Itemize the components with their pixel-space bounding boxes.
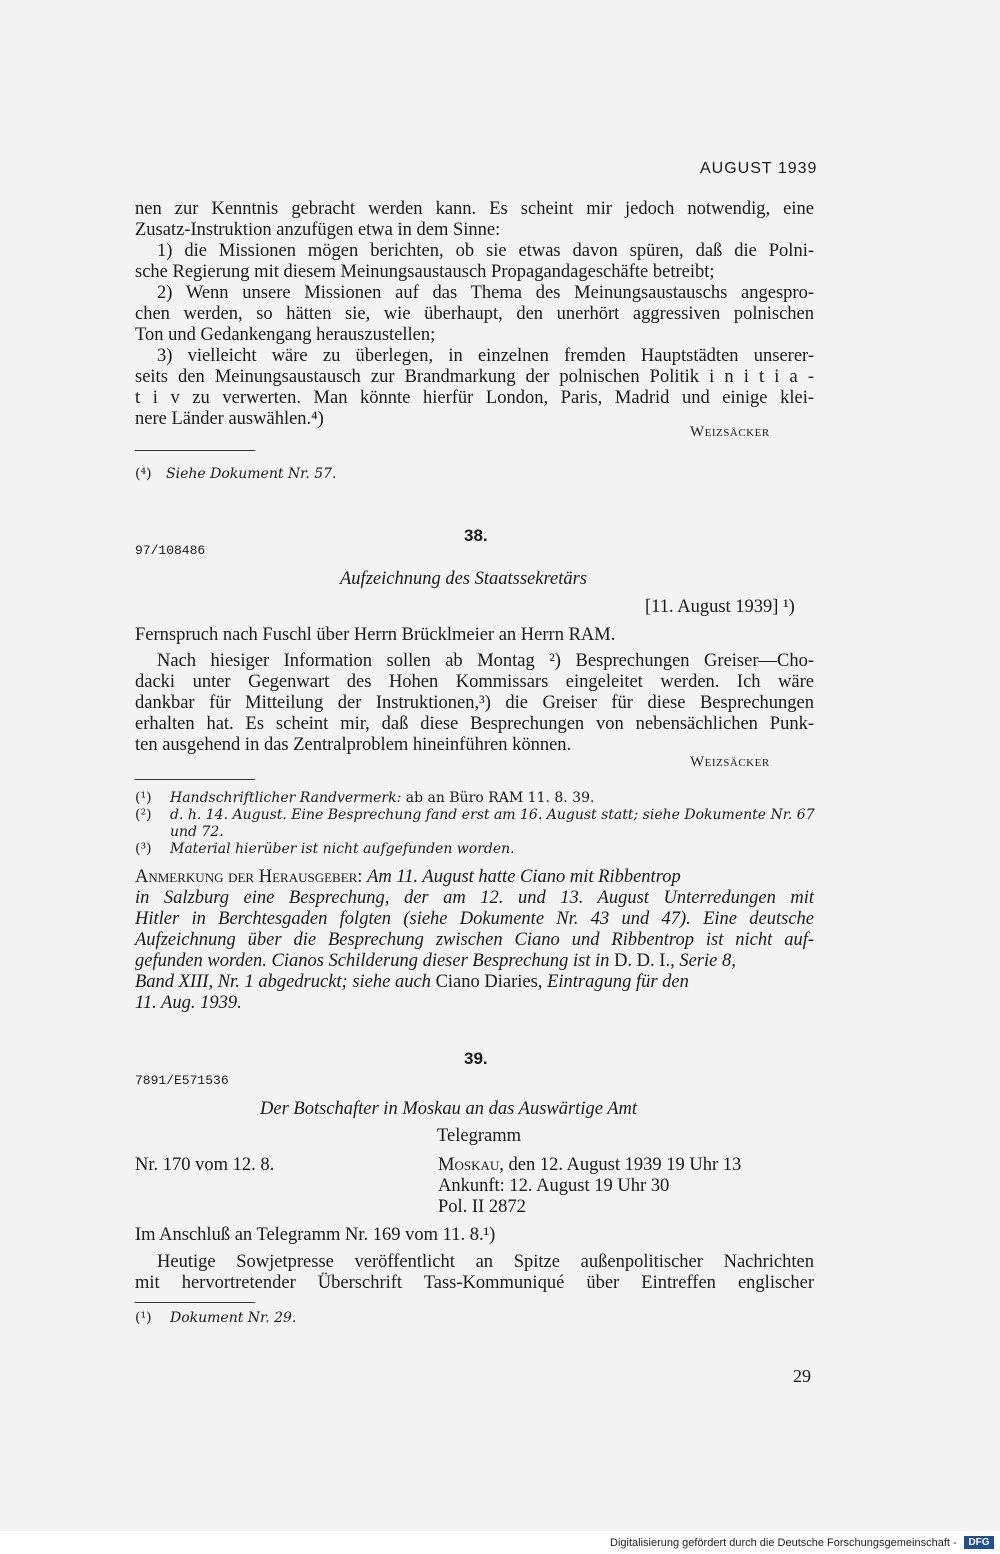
text-line: dacki unter Gegenwart des Hohen Kommissars eingeleitet werden. Ich wäre bbox=[135, 672, 814, 692]
signature: Weizsäcker bbox=[690, 754, 770, 770]
dispatch-time: den 12. August 1939 19 Uhr 13 bbox=[508, 1155, 742, 1175]
text-line: nere Länder auswählen.⁴) bbox=[135, 409, 324, 429]
footnote-divider bbox=[135, 1302, 255, 1303]
text-line: in Salzburg eine Besprechung, der am 12. und 13. August Unterredungen mit bbox=[135, 888, 814, 908]
text-line bbox=[135, 951, 736, 972]
dfg-logo: DFG bbox=[964, 1536, 994, 1549]
signature: Weizsäcker bbox=[690, 424, 770, 440]
text-line: Hitler in Berchtesgaden folgten (siehe Dokumente Nr. 43 und 47). Eine deutsche bbox=[135, 909, 814, 929]
document-number: 39. bbox=[464, 1049, 488, 1068]
text-line: Zusatz-Instruktion anzufügen etwa in dem Sinne: bbox=[135, 220, 501, 240]
document-title: Der Botschafter in Moskau an das Auswärtige Amt bbox=[260, 1099, 638, 1119]
text-line: 3) vielleicht wäre zu überlegen, in einzelnen fremden Hauptstädten unserer- bbox=[157, 346, 814, 366]
note-text: Serie 8, bbox=[679, 951, 736, 971]
text-line bbox=[135, 867, 681, 888]
footnote-text: d. h. 14. August. Eine Besprechung fand erst am 16. August statt; siehe Dokumente Nr. 67 bbox=[170, 807, 815, 823]
document-subtitle: Telegramm bbox=[437, 1126, 521, 1146]
running-head-year: 1939 bbox=[777, 160, 818, 177]
text-line: chen werden, so hätten sie, wie überhaupt, den unerhört aggressiven polnischen bbox=[135, 304, 814, 324]
text-line: Aufzeichnung über die Besprechung zwischen Ciano und Ribbentrop ist nicht auf- bbox=[135, 930, 814, 950]
note-text: gefunden worden. Cianos Schilderung dieser Besprechung ist in bbox=[135, 951, 610, 971]
document-number: 38. bbox=[464, 526, 488, 545]
footnote-mark: (²) bbox=[135, 807, 152, 823]
text-line: dankbar für Mitteilung der Instruktionen,³) die Greiser für diese Besprechungen bbox=[135, 693, 814, 713]
note-roman: Ciano Diaries, bbox=[435, 972, 543, 992]
text-line: 2) Wenn unsere Missionen auf das Thema des Meinungsaustauschs angespro- bbox=[157, 283, 814, 303]
text-line bbox=[135, 972, 689, 993]
registry-number: Pol. II 2872 bbox=[438, 1197, 526, 1217]
footnote-italic: Handschriftlicher Randvermerk: bbox=[170, 790, 402, 806]
text-line: Nach hiesiger Information sollen ab Montag ²) Besprechungen Greiser—Cho- bbox=[157, 651, 814, 671]
note-text: Am 11. August hatte Ciano mit Ribbentrop bbox=[367, 867, 681, 887]
footnote-divider bbox=[135, 450, 255, 451]
text-line: erhalten hat. Es scheint mir, daß diese Besprechungen von nebensächlichen Punk- bbox=[135, 714, 814, 734]
text-line: nen zur Kenntnis gebracht werden kann. Es scheint mir jedoch notwendig, eine bbox=[135, 199, 814, 219]
telegram-number: Nr. 170 vom 12. 8. bbox=[135, 1155, 275, 1175]
page-number: 29 bbox=[793, 1366, 811, 1386]
text-line: seits den Meinungsaustausch zur Brandmarkung der polnischen Politik i n i t i a - bbox=[135, 367, 814, 387]
footnote-text: Material hierüber ist nicht aufgefunden worden. bbox=[170, 841, 515, 857]
footnote-text: und 72. bbox=[170, 824, 224, 840]
film-reference: 97/108486 bbox=[135, 543, 206, 558]
note-text: Band XIII, Nr. 1 abgedruckt; siehe auch bbox=[135, 972, 431, 992]
footnote-text: Dokument Nr. 29. bbox=[170, 1310, 297, 1326]
digitization-footer bbox=[0, 1531, 1000, 1554]
footnote-mark: (⁴) bbox=[135, 466, 152, 482]
text-line: Im Anschluß an Telegramm Nr. 169 vom 11. 8.¹) bbox=[135, 1225, 496, 1245]
arrival-time: Ankunft: 12. August 19 Uhr 30 bbox=[438, 1176, 670, 1196]
footnote-text: Siehe Dokument Nr. 57. bbox=[166, 466, 337, 482]
text-line: sche Regierung mit diesem Meinungsaustausch Propagandageschäfte betreibt; bbox=[135, 262, 715, 282]
dispatch-line bbox=[438, 1155, 741, 1176]
note-roman: D. D. I., bbox=[614, 951, 675, 971]
footnote-divider bbox=[135, 779, 255, 780]
running-head bbox=[700, 160, 817, 178]
footnote-mark: (³) bbox=[135, 841, 152, 857]
film-reference: 7891/E571536 bbox=[135, 1073, 229, 1088]
text-line: Heutige Sowjetpresse veröffentlicht an Spitze außenpolitischer Nachrichten bbox=[157, 1252, 814, 1272]
footnote-text bbox=[170, 790, 594, 806]
text-line: t i v zu verwerten. Man könnte hierfür London, Paris, Madrid und einige klei- bbox=[135, 388, 814, 408]
text-line: mit hervortretender Überschrift Tass-Kommuniqué über Eintreffen englischer bbox=[135, 1273, 814, 1293]
footnote-roman: ab an Büro RAM 11. 8. 39. bbox=[401, 790, 595, 806]
text-line: ten ausgehend in das Zentralproblem hineinführen können. bbox=[135, 735, 572, 755]
footnote-mark: (¹) bbox=[135, 790, 152, 806]
place: Moskau, bbox=[438, 1155, 504, 1175]
footnote-mark: (¹) bbox=[135, 1310, 152, 1326]
text-line: Ton und Gedankengang herauszustellen; bbox=[135, 325, 436, 345]
footer-text: Digitalisierung gefördert durch die Deutsche Forschungsgemeinschaft - bbox=[610, 1537, 957, 1549]
note-label: Anmerkung der Herausgeber: bbox=[135, 867, 363, 887]
text-line: 11. Aug. 1939. bbox=[135, 993, 242, 1013]
note-text: Eintragung für den bbox=[547, 972, 689, 992]
text-line: Fernspruch nach Fuschl über Herrn Brücklmeier an Herrn RAM. bbox=[135, 625, 616, 645]
text-line: 1) die Missionen mögen berichten, ob sie etwas davon spüren, daß die Polni- bbox=[157, 241, 814, 261]
running-head-month: AUGUST bbox=[700, 160, 773, 177]
document-date: [11. August 1939] ¹) bbox=[645, 597, 795, 617]
document-title: Aufzeichnung des Staatssekretärs bbox=[340, 569, 587, 589]
